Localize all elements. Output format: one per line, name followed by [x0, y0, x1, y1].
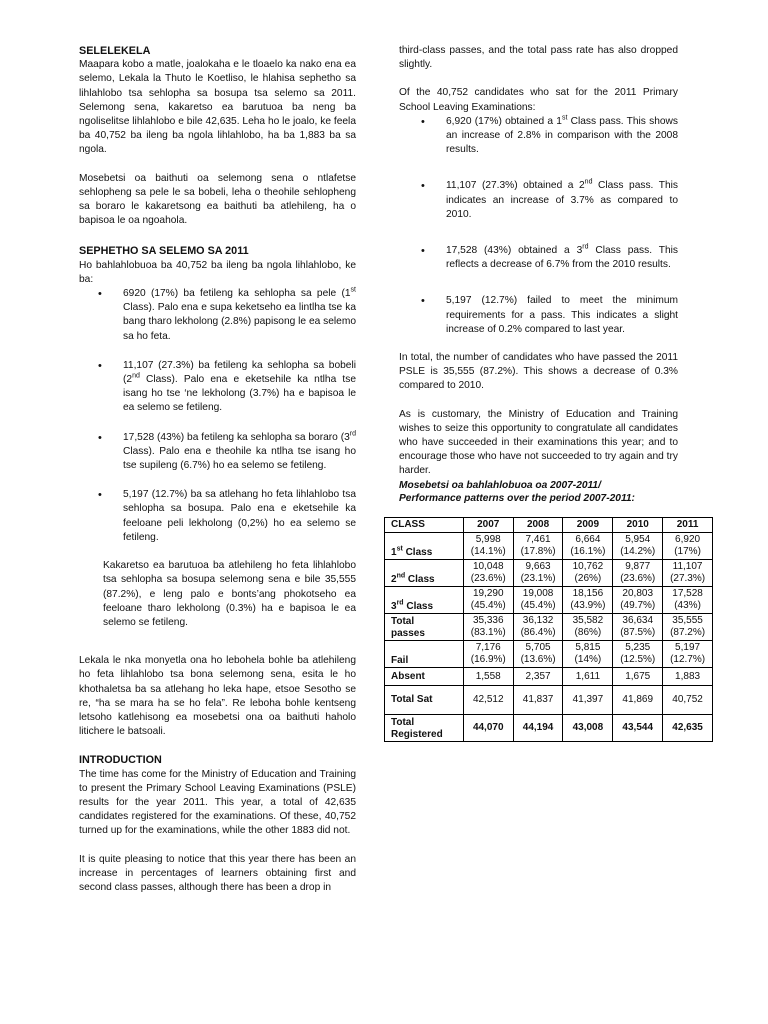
table-cell: 42,635	[663, 715, 713, 742]
paragraph: Lekala le nka monyetla ona ho lebohela bohle ba atlehileng ho feta lihlahlobo tsa bona selemong sena, esita le ho khothaletsa ba sa atlehang ho leka hape, etsoe Sesotho se re, “ha se mara ha se ho fela”. Re leboha bohle kentseng letsoho katlehisong ea mosebetsi ona oa baithuti haholo litichere le batsoali.	[79, 655, 356, 738]
list-item: • 6920 (17%) ba fetileng ka sehlopha sa pele (1st Class). Palo ena e supa keketseho ea lintlha tse ka bang tharo lekholong (2.8%) papisong le ea selemo sa ho feta.	[123, 287, 356, 344]
table-row	[385, 614, 713, 641]
table-cell: 6,920 (17%)	[663, 533, 713, 560]
table-cell: 7,461 (17.8%)	[513, 533, 563, 560]
table-cell: 19,008 (45.4%)	[513, 587, 563, 614]
table-header-cell: 2010	[613, 518, 663, 533]
table-cell: 2,357	[513, 668, 563, 686]
table-cell: 10,762 (26%)	[563, 560, 613, 587]
bullet-list	[79, 287, 356, 545]
table-header-cell: CLASS	[385, 518, 464, 533]
row-label: Fail	[385, 641, 464, 668]
row-label: Total passes	[385, 614, 464, 641]
table-cell: 9,663 (23.1%)	[513, 560, 563, 587]
table-header-row	[385, 518, 713, 533]
table-row	[385, 587, 713, 614]
table-row	[385, 686, 713, 715]
list-item: • 11,107 (27.3%) obtained a 2nd Class pass. This indicates an increase of 3.7% as compared to 2010.	[446, 179, 678, 222]
table-header-cell: 2008	[513, 518, 563, 533]
table-cell: 40,752	[663, 686, 713, 715]
table-cell: 5,235 (12.5%)	[613, 641, 663, 668]
table-cell: 41,837	[513, 686, 563, 715]
table-row	[385, 715, 713, 742]
table-cell: 43,008	[563, 715, 613, 742]
table-cell: 44,194	[513, 715, 563, 742]
row-label: Absent	[385, 668, 464, 686]
paragraph: It is quite pleasing to notice that this year there has been an increase in percentages of learners obtaining first and second class passes, although there has been a drop in	[79, 853, 356, 893]
paragraph: As is customary, the Ministry of Education and Training wishes to seize this opportunity to congratulate all candidates who have succeeded in their examinations this year; and to encourage those who have not succeeded to try again and try harder.	[399, 408, 678, 477]
table-row	[385, 560, 713, 587]
paragraph: Kakaretso ea barutuoa ba atlehileng ho feta lihlahlobo tsa sehlopha sa bosupa selemong sena e bile 35,555 (87.2%), e leng palo e bonts’ang phokotseho ea feeloane tharo lekholong (0.3%) ha e bapisoa le ea selemo se fetileng.	[103, 560, 356, 628]
paragraph: The time has come for the Ministry of Education and Training to present the Primary School Leaving Examinations (PSLE) results for the year 2011. This year, a total of 42,635 candidates registered for the examinations. Of these, 40,752 turned up for the examinations, while the other 1883 did not.	[79, 768, 356, 837]
table-row	[385, 641, 713, 668]
table-cell: 1,558	[463, 668, 513, 686]
table-cell: 5,197 (12.7%)	[663, 641, 713, 668]
heading-selelekela: SELELEKELA	[79, 45, 151, 57]
list-item: • 5,197 (12.7%) ba sa atlehang ho feta lihlahlobo tsa sehlopha sa bosupa. Palo ena e eketsehile ka feeloane peli lekholong (0,2%) ho ea selemo se fetileng.	[123, 488, 356, 545]
table-cell: 17,528 (43%)	[663, 587, 713, 614]
list-item: • 5,197 (12.7%) failed to meet the minimum requirements for a pass. This indicates a slight increase of 0.2% compared to last year.	[446, 294, 678, 337]
table-cell: 41,397	[563, 686, 613, 715]
list-item: • 6,920 (17%) obtained a 1st Class pass. This shows an increase of 2.8% in comparison with the 2008 results.	[446, 115, 678, 158]
row-label: 3rd Class	[385, 587, 464, 614]
table-cell: 36,634 (87.5%)	[613, 614, 663, 641]
paragraph: In total, the number of candidates who have passed the 2011 PSLE is 35,555 (87.2%). This shows a decrease of 0.3% compared to 2010.	[399, 352, 678, 392]
table-title: Mosebetsi oa bahlahlobuoa oa 2007-2011/ Performance patterns over the period 2007-2011:	[399, 479, 635, 504]
table-header-cell: 2009	[563, 518, 613, 533]
table-cell: 9,877 (23.6%)	[613, 560, 663, 587]
table-row	[385, 668, 713, 686]
table-cell: 18,156 (43.9%)	[563, 587, 613, 614]
table-cell: 5,998 (14.1%)	[463, 533, 513, 560]
table-cell: 41,869	[613, 686, 663, 715]
table-row	[385, 533, 713, 560]
table-cell: 1,675	[613, 668, 663, 686]
table-cell: 44,070	[463, 715, 513, 742]
table-cell: 35,555 (87.2%)	[663, 614, 713, 641]
right-column	[399, 44, 678, 505]
paragraph: third-class passes, and the total pass rate has also dropped slightly.	[399, 45, 678, 71]
paragraph: Of the 40,752 candidates who sat for the 2011 Primary School Leaving Examinations:	[399, 87, 678, 113]
paragraph: Ho bahlahlobuoa ba 40,752 ba ileng ba ngola lihlahlobo, ke ba:	[79, 259, 356, 285]
row-label: 2nd Class	[385, 560, 464, 587]
paragraph: Mosebetsi oa baithuti oa selemong sena o ntlafetse sehlopheng sa pele le sa bobeli, leha o theohile sehlopheng sa boraro le kakaretsong ea baithuti ba atlehileng, ha o bapisoa le oa ngoahola.	[79, 172, 356, 227]
list-item: • 17,528 (43%) obtained a 3rd Class pass. This reflects a decrease of 6.7% from the 2010 results.	[446, 244, 678, 272]
performance-table	[384, 517, 713, 742]
list-item: • 17,528 (43%) ba fetileng ka sehlopha sa boraro (3rd Class). Palo ena e theohile ka ntlha tse isang ho tse supileng (6.7%) ho ea selemo se fetileng.	[123, 431, 356, 474]
list-item: • 11,107 (27.3%) ba fetileng ka sehlopha sa bobeli (2nd Class). Palo ena e eketsehile ka ntlha tse isang ho tse ‘ne lekholong (3.7%) ha e bapisoa le ea selemo se fetileng.	[123, 359, 356, 416]
table-cell: 35,582 (86%)	[563, 614, 613, 641]
table-cell: 5,815 (14%)	[563, 641, 613, 668]
paragraph: Maapara kobo a matle, joalokaha e le tloaelo ka nako ena ea selemo, Lekala la Thuto le Koetliso, le hlahisa sephetho sa lihlahlobo tsa sehlopha sa bosupa tsa selemo sa 2011. Selemong sena, kakaretso ea barutuoa ba neng ba ngoliselitse lihlahlobo e bile 42,635. Leha ho le joalo, ke feela ba 40,752 ba ileng ba ngola lihlahlobo, ha ba 1,883 ba sa ngola.	[79, 59, 356, 156]
left-column	[79, 44, 356, 895]
table-cell: 36,132 (86.4%)	[513, 614, 563, 641]
row-label: Total Sat	[385, 686, 464, 715]
table-cell: 7,176 (16.9%)	[463, 641, 513, 668]
table-cell: 42,512	[463, 686, 513, 715]
table-cell: 5,954 (14.2%)	[613, 533, 663, 560]
table-cell: 43,544	[613, 715, 663, 742]
table-header-cell: 2007	[463, 518, 513, 533]
table-cell: 19,290 (45.4%)	[463, 587, 513, 614]
row-label: Total Registered	[385, 715, 464, 742]
heading-introduction: INTRODUCTION	[79, 754, 162, 767]
heading-sephetho: SEPHETHO SA SELEMO SA 2011	[79, 245, 249, 258]
row-label: 1st Class	[385, 533, 464, 560]
table-cell: 10,048 (23.6%)	[463, 560, 513, 587]
table-cell: 5,705 (13.6%)	[513, 641, 563, 668]
table-cell: 1,883	[663, 668, 713, 686]
table-header-cell: 2011	[663, 518, 713, 533]
table-cell: 6,664 (16.1%)	[563, 533, 613, 560]
table-cell: 11,107 (27.3%)	[663, 560, 713, 587]
table-cell: 1,611	[563, 668, 613, 686]
table-cell: 35,336 (83.1%)	[463, 614, 513, 641]
table-cell: 20,803 (49.7%)	[613, 587, 663, 614]
bullet-list	[399, 115, 678, 337]
